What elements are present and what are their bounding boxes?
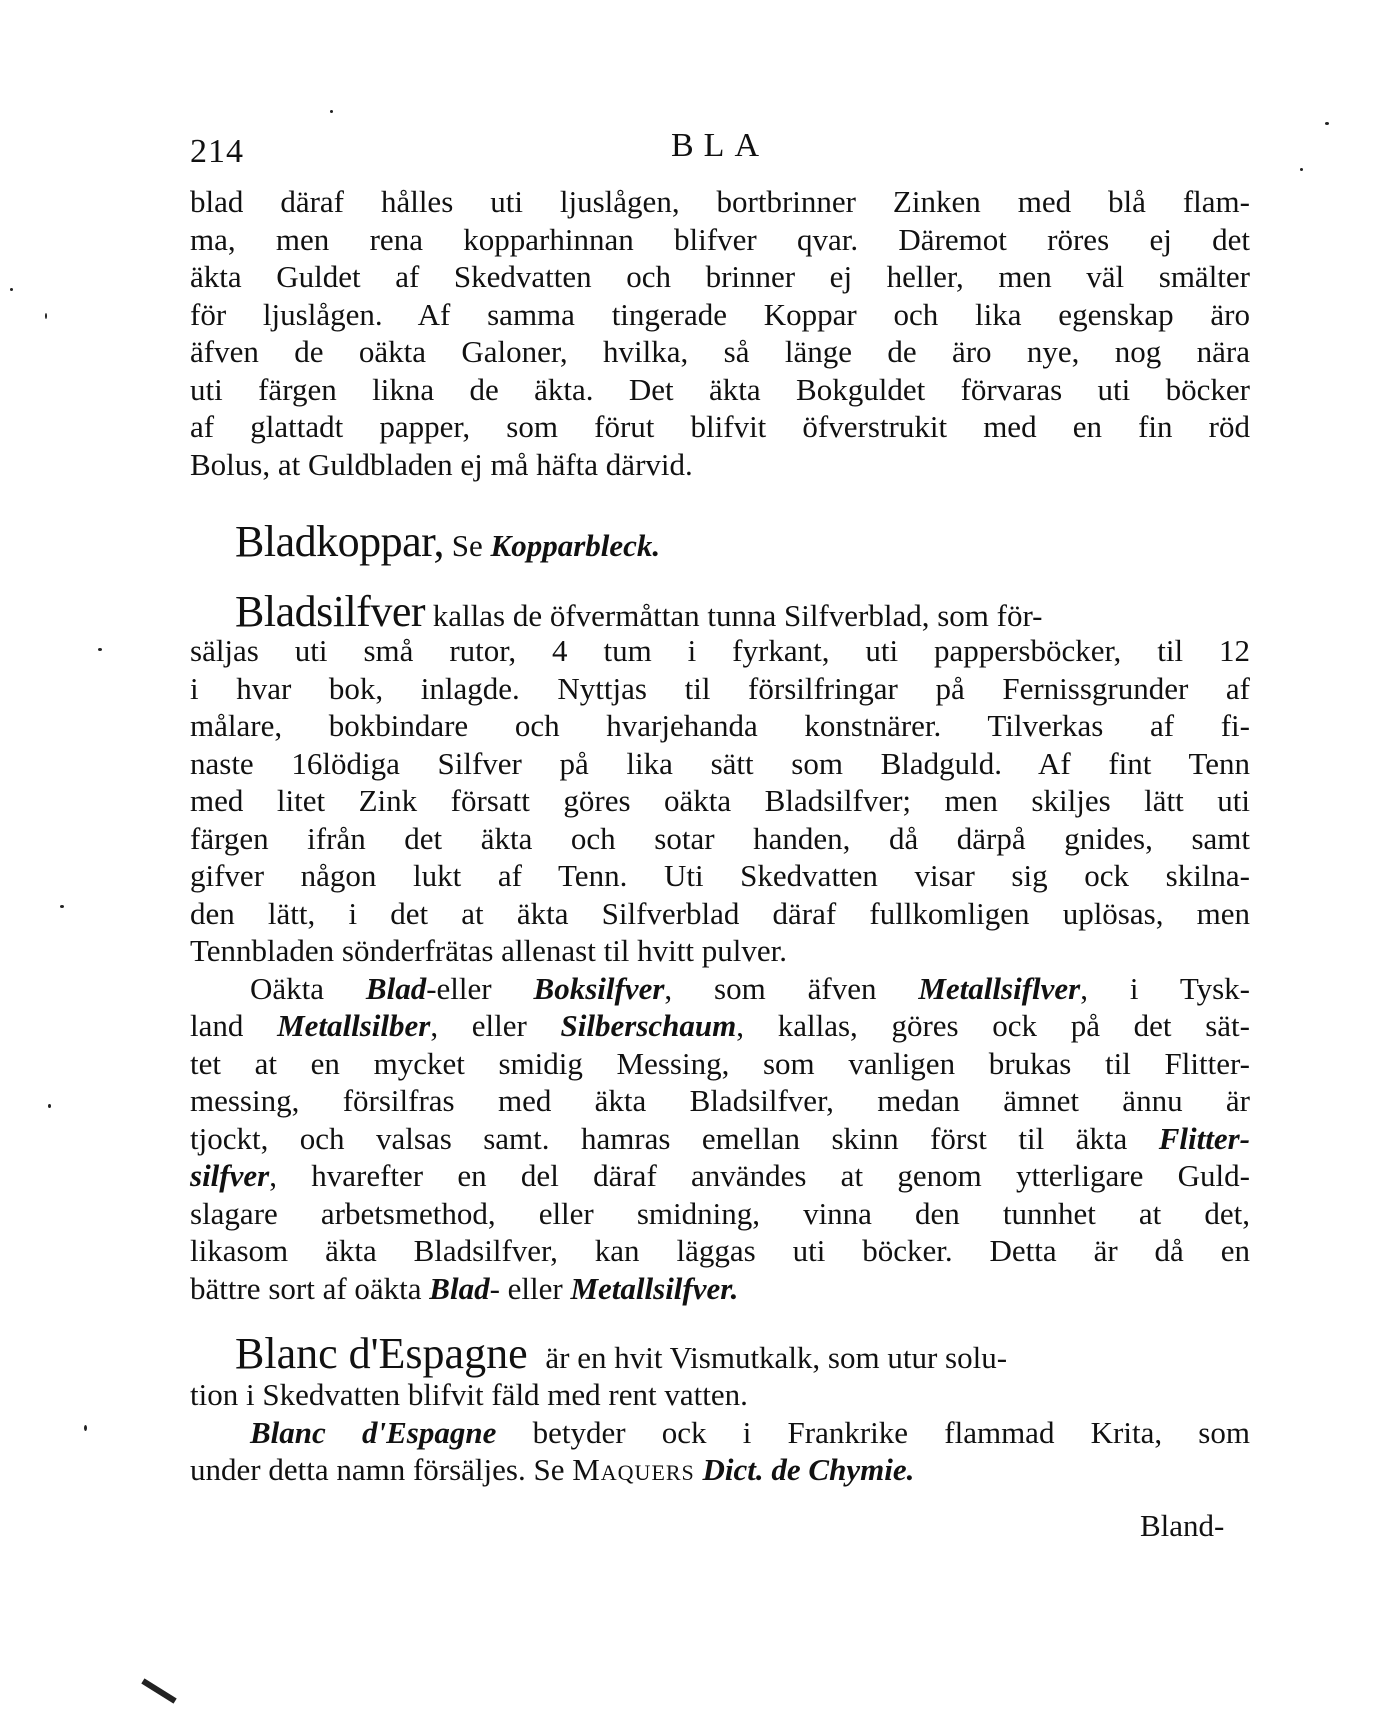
scan-speck — [330, 110, 333, 113]
scan-speck — [1325, 122, 1329, 125]
see-label: Se — [451, 528, 483, 563]
text-line: i hvar bok, inlagde. Nyttjas til försilfringar på Fernissgrunder af — [190, 670, 1250, 706]
text-line — [190, 1414, 1250, 1452]
scan-speck — [60, 905, 64, 908]
italic-term: Metallsilfver. — [570, 1270, 739, 1306]
text-line — [190, 1120, 1250, 1158]
text-run: tjockt, och valsas samt. hamras emellan skinn först til äkta — [190, 1120, 1159, 1156]
running-head: BLA — [671, 127, 769, 164]
text-line: målare, bokbindare och hvarjehanda konstnärer. Tilverkas af fi- — [190, 708, 1250, 743]
text-line: ma, men rena kopparhinnan blifver qvar. Däremot röres ej det — [190, 221, 1250, 257]
text-line: för ljuslågen. Af samma tingerade Koppar och lika egenskap äro — [190, 296, 1250, 332]
scan-speck — [98, 648, 102, 651]
italic-term: silfver — [190, 1158, 270, 1193]
text-run: under detta namn försäljes. Se — [190, 1452, 573, 1487]
text-line — [190, 1270, 1250, 1308]
text-run: , kallas, göres ock på det sät- — [736, 1008, 1250, 1043]
text-line — [190, 970, 1250, 1008]
text-line: med litet Zink försatt göres oäkta Bladsilfver; men skiljes lätt uti — [190, 783, 1250, 818]
text-run: kallas de öfvermåttan tunna Silfverblad, som för- — [432, 598, 1043, 633]
page-number: 214 — [190, 133, 244, 170]
italic-term: Blanc d'Espagne — [250, 1414, 497, 1450]
text-line: äfven de oäkta Galoner, hvilka, så länge de äro nye, nog nära — [190, 334, 1250, 369]
entry-blanc-d-espagne — [190, 1330, 1250, 1489]
text-line: gifver någon lukt af Tenn. Uti Skedvatten visar sig ock skilna- — [190, 858, 1250, 893]
entry-continuation — [190, 183, 1250, 483]
entry-bladkoppar — [190, 517, 1250, 571]
text-line: af glattadt papper, som förut blifvit öfverstrukit med en fin röd — [190, 409, 1250, 444]
text-run: , eller — [430, 1008, 561, 1043]
text-line: Tennbladen sönderfrätas allenast til hvitt pulver. — [190, 933, 787, 968]
author-name: Maquers — [572, 1452, 695, 1487]
scan-speck — [45, 313, 47, 319]
headword: Bladsilfver — [235, 587, 426, 636]
text-line: Bolus, at Guldbladen ej må häfta därvid. — [190, 446, 693, 482]
text-line: slagare arbetsmethod, eller smidning, vinna den tunnhet at det, — [190, 1195, 1250, 1231]
italic-term: Boksilfver — [533, 970, 665, 1006]
scan-speck — [10, 288, 13, 291]
italic-term: Metallsiflver — [918, 970, 1081, 1006]
text-run: är en hvit Vismutkalk, som utur solu- — [545, 1340, 1008, 1375]
text-line: färgen ifrån det äkta och sotar handen, då därpå gnides, samt — [190, 820, 1250, 856]
text-line — [190, 1451, 1250, 1489]
scan-speck — [1300, 168, 1303, 171]
italic-term: Blad — [429, 1270, 490, 1306]
text-run: , som äfven — [664, 970, 919, 1006]
italic-term: Dict. de Chymie. — [702, 1452, 915, 1487]
catchword: Bland- — [1140, 1508, 1225, 1543]
text-run: Oäkta — [250, 970, 366, 1006]
text-line: uti färgen likna de äkta. Det äkta Bokguldet förvaras uti böcker — [190, 371, 1250, 407]
scan-artifact — [141, 1678, 176, 1703]
scan-speck — [48, 1104, 51, 1108]
entry-bladsilfver — [190, 588, 1250, 1307]
cross-reference: Kopparbleck. — [490, 528, 661, 563]
headword: Bladkoppar, — [235, 517, 445, 566]
text-line: tet at en mycket smidig Messing, som vanligen brukas til Flitter- — [190, 1045, 1250, 1081]
text-run: -eller — [426, 970, 534, 1006]
text-line: tion i Skedvatten blifvit fäld med rent vatten. — [190, 1377, 748, 1412]
text-run: , hvarefter en del däraf användes at genom ytterligare Guld- — [269, 1158, 1250, 1193]
italic-term: Silberschaum — [560, 1008, 737, 1043]
italic-term: Blad — [365, 970, 427, 1006]
scan-speck — [84, 1425, 87, 1431]
text-line: äkta Guldet af Skedvatten och brinner ej heller, men väl smälter — [190, 259, 1250, 294]
text-run: - eller — [489, 1270, 571, 1306]
italic-term: Flitter- — [1158, 1120, 1250, 1156]
text-line: messing, försilfras med äkta Bladsilfver, medan ämnet ännu är — [190, 1083, 1250, 1118]
text-line: naste 16lödiga Silfver på lika sätt som Bladguld. Af fint Tenn — [190, 745, 1250, 781]
text-line: likasom äkta Bladsilfver, kan läggas uti böcker. Detta är då en — [190, 1233, 1250, 1268]
headword: Blanc d'Espagne — [235, 1329, 528, 1378]
text-run: betyder ock i Frankrike flammad Krita, som — [496, 1414, 1250, 1450]
text-line: den lätt, i det at äkta Silfverblad däraf fullkomligen uplösas, men — [190, 895, 1250, 931]
text-run: bättre sort af oäkta — [190, 1270, 430, 1306]
text-line: blad däraf hålles uti ljuslågen, bortbrinner Zinken med blå flam- — [190, 184, 1250, 219]
text-line — [190, 1157, 1250, 1195]
italic-term: Metallsilber — [277, 1008, 431, 1043]
text-run — [695, 1452, 703, 1487]
text-run: , i Tysk- — [1080, 970, 1250, 1006]
text-line — [190, 1007, 1250, 1045]
text-line: säljas uti små rutor, 4 tum i fyrkant, uti pappersböcker, til 12 — [190, 633, 1250, 668]
text-run: land — [190, 1008, 278, 1043]
page-header — [190, 125, 1250, 175]
